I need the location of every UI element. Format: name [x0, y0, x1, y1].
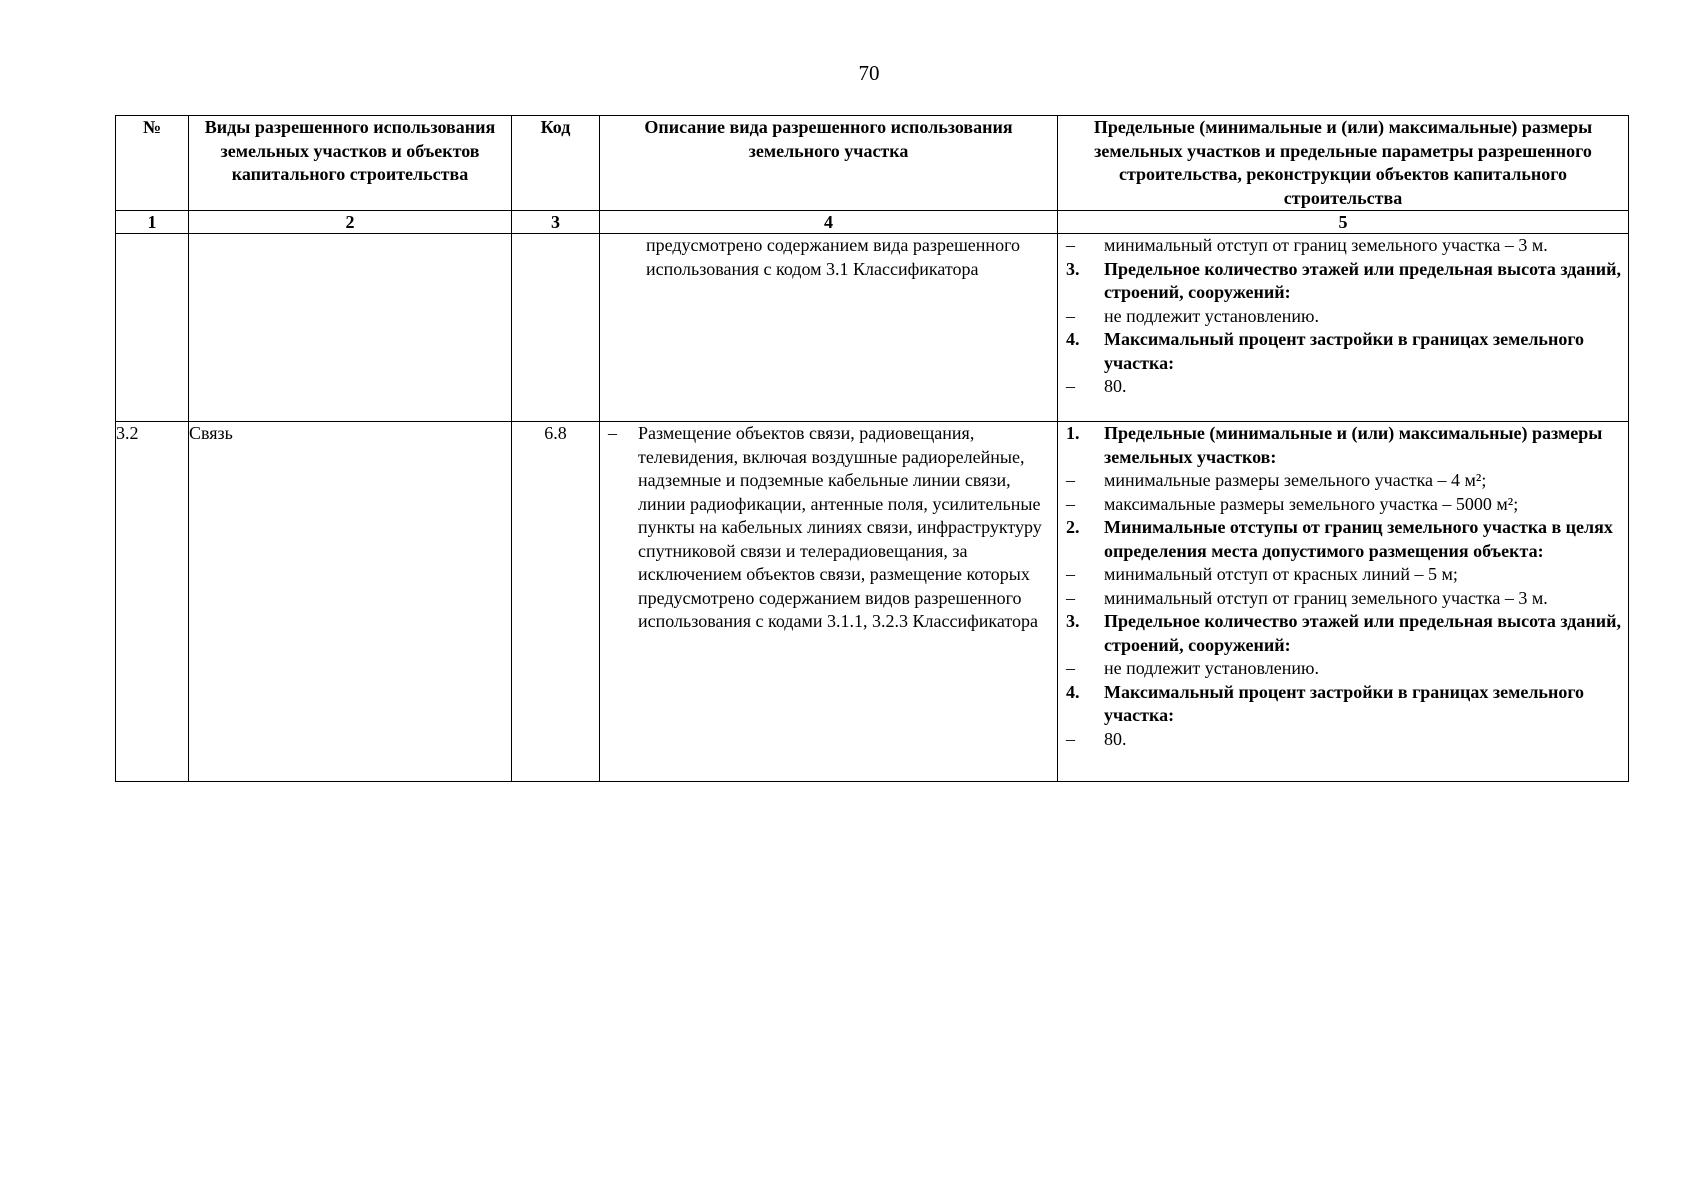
param-heading: [1058, 681, 1628, 728]
list-marker: –: [1066, 470, 1075, 490]
list-marker: –: [1066, 728, 1075, 749]
cell-num-empty: [116, 234, 189, 422]
col-number: 5: [1058, 211, 1629, 234]
param-text: Предельное количество этажей или предельная высота зданий, строений, сооружений:: [1104, 611, 1622, 655]
param-text: не подлежит установлению.: [1104, 658, 1319, 678]
param-text: Максимальный процент застройки в границах земельного участка:: [1104, 329, 1585, 373]
param-text: минимальные размеры земельного участка – 4 м²;: [1104, 470, 1487, 490]
param-heading: [1058, 422, 1628, 469]
param-text: Минимальные отступы от границ земельного участка в целях определения места допустимого размещения объекта:: [1104, 517, 1613, 561]
list-marker: –: [1066, 235, 1075, 255]
cell-type: Связь: [189, 422, 512, 782]
param-text: минимальный отступ от границ земельного участка – 3 м.: [1104, 235, 1548, 255]
param-text: минимальный отступ от границ земельного участка – 3 м.: [1104, 587, 1548, 608]
header-params: Предельные (минимальные и (или) максимальные) размеры земельных участков и предельные параметры разрешенного строительства, реконструкции объектов капитального строительства: [1058, 116, 1629, 211]
param-item: [1058, 563, 1628, 587]
table-header-row: [116, 116, 1629, 211]
regulations-table: [115, 115, 1629, 782]
param-text: 80.: [1104, 728, 1127, 749]
list-marker: –: [1066, 658, 1075, 678]
param-item: [1058, 375, 1628, 399]
cell-num: 3.2: [116, 422, 189, 782]
list-marker: 3.: [1066, 258, 1080, 279]
param-text: Предельные (минимальные и (или) максимальные) размеры земельных участков:: [1104, 423, 1603, 467]
col-number: 2: [189, 211, 512, 234]
param-item: [1058, 657, 1628, 681]
param-item: [1058, 728, 1628, 752]
column-number-row: [116, 211, 1629, 234]
list-marker: 1.: [1066, 423, 1080, 443]
table-row: [116, 234, 1629, 422]
param-text: минимальный отступ от красных линий – 5 м;: [1104, 564, 1458, 584]
col-number: 4: [600, 211, 1058, 234]
cell-type-empty: [189, 234, 512, 422]
list-marker: 3.: [1066, 611, 1080, 631]
cell-code: 6.8: [512, 422, 600, 782]
param-text: не подлежит установлению.: [1104, 305, 1319, 326]
params-list: [1058, 234, 1628, 399]
description-text: предусмотрено содержанием вида разрешенного использования с кодом 3.1 Классификатора: [646, 235, 1021, 279]
list-marker: 4.: [1066, 681, 1080, 702]
list-marker: –: [1066, 493, 1075, 514]
cell-params: [1058, 422, 1629, 782]
param-item: [1058, 305, 1628, 329]
cell-description: [600, 422, 1058, 782]
param-item: [1058, 587, 1628, 611]
param-text: 80.: [1104, 376, 1127, 396]
list-marker: –: [1066, 564, 1075, 584]
param-item: [1058, 234, 1628, 258]
list-marker: –: [1066, 376, 1075, 396]
cell-code-empty: [512, 234, 600, 422]
table-row: [116, 422, 1629, 782]
header-code: Код: [512, 116, 600, 211]
header-num: №: [116, 116, 189, 211]
cell-description: [600, 234, 1058, 422]
col-number: 1: [116, 211, 189, 234]
page-number: 70: [858, 61, 880, 85]
param-item: [1058, 493, 1628, 517]
param-text: Предельное количество этажей или предельная высота зданий, строений, сооружений:: [1104, 258, 1622, 302]
params-list: [1058, 422, 1628, 751]
param-heading: [1058, 328, 1628, 375]
list-marker: 2.: [1066, 517, 1080, 537]
list-marker: 4.: [1066, 329, 1080, 349]
description-text: Размещение объектов связи, радиовещания, телевидения, включая воздушные радиорелейные, надземные и подземные кабельные линии связи, линии радиофикации, антенные поля, усилительные пункты на кабельных линиях связи, инфраструктуру спутниковой связи и телерадиовещания, за исключением объектов связи, размещение которых предусмотрено содержанием видов разрешенного использования с кодами 3.1.1, 3.2.3 Классификатора: [638, 423, 1042, 631]
dash-marker: –: [608, 423, 617, 443]
header-description: Описание вида разрешенного использования земельного участка: [600, 116, 1058, 211]
cell-params: [1058, 234, 1629, 422]
list-marker: –: [1066, 587, 1075, 608]
header-type: Виды разрешенного использования земельных участков и объектов капитального строительства: [189, 116, 512, 211]
description-item: [600, 422, 1057, 634]
param-text: Максимальный процент застройки в границах земельного участка:: [1104, 681, 1585, 725]
col-number: 3: [512, 211, 600, 234]
param-heading: [1058, 516, 1628, 563]
param-heading: [1058, 610, 1628, 657]
param-text: максимальные размеры земельного участка – 5000 м²;: [1104, 493, 1519, 514]
param-item: [1058, 469, 1628, 493]
param-heading: [1058, 258, 1628, 305]
list-marker: –: [1066, 305, 1075, 326]
